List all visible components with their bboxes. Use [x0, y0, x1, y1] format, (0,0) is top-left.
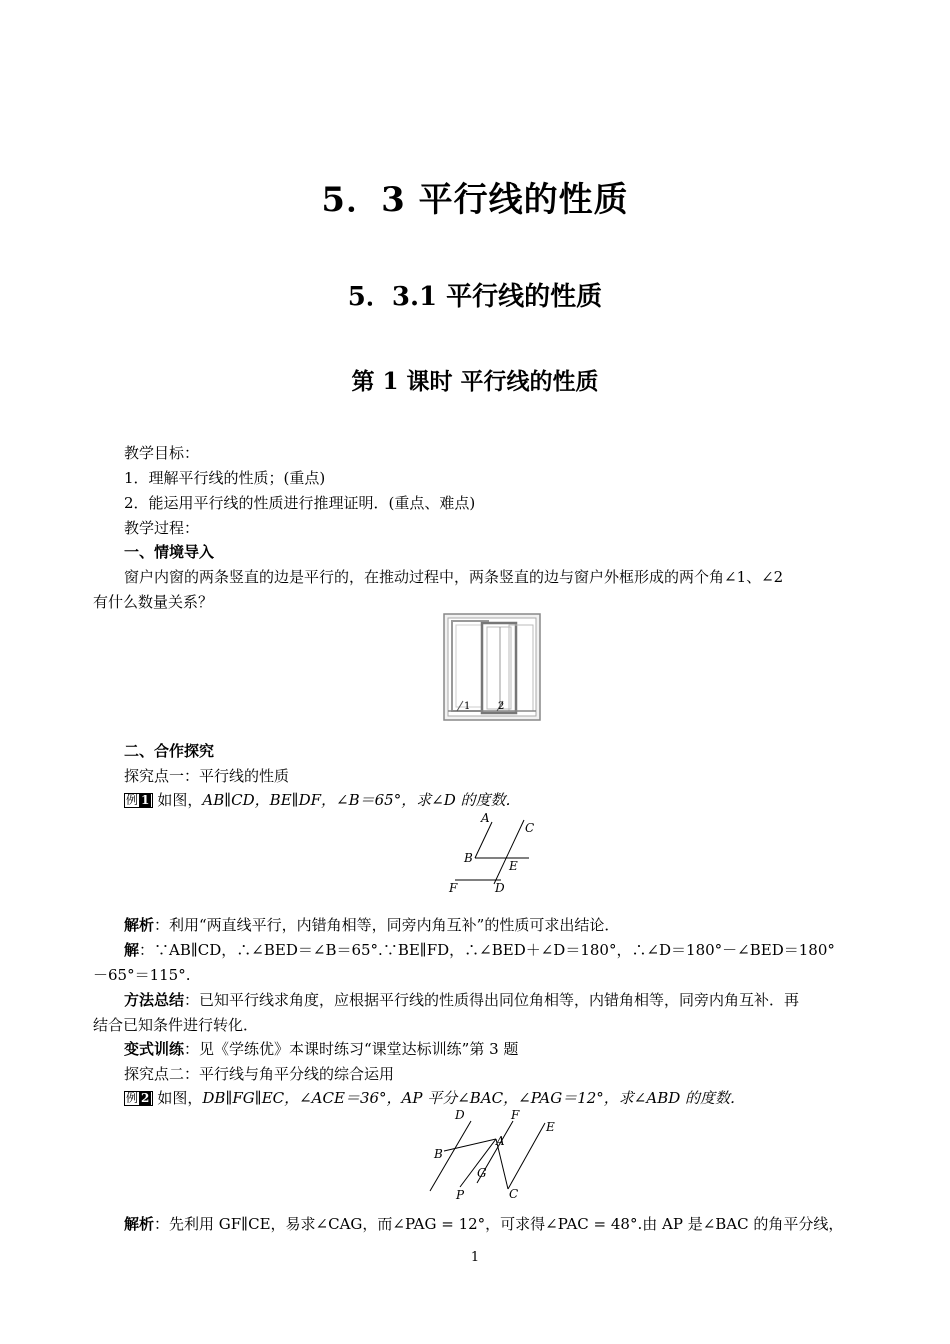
page-number: 1 — [470, 1250, 480, 1265]
variant-training: 变式训练：见《学练优》本课时练习“课堂达标训练”第 3 题 — [124, 1040, 519, 1058]
page-title: 5．3 平行线的性质 — [321, 180, 629, 220]
fig1-label-A: A — [481, 811, 490, 825]
angle-1-label: 1 — [464, 701, 471, 712]
fig2-label-A: A — [496, 1134, 505, 1148]
example-2-figure — [425, 1105, 565, 1205]
example-badge: 例 2 — [124, 1091, 153, 1106]
fig1-label-B: B — [464, 851, 473, 865]
fig1-label-F: F — [449, 881, 458, 895]
solution-1-cont: －65°＝115°. — [93, 966, 191, 984]
fig2-label-D: D — [455, 1108, 465, 1122]
method-summary: 方法总结：已知平行线求角度，应根据平行线的性质得出同位角相等，内错角相等，同旁内角互补．再 — [124, 991, 800, 1009]
fig2-label-G: G — [477, 1166, 487, 1180]
section2-heading: 二、合作探究 — [124, 742, 215, 760]
angle-2-label: 2 — [498, 701, 505, 712]
example-2: 例 2 如图，DB∥FG∥EC，∠ACE＝36°，AP 平分∠BAC，∠PAG＝12°，求∠ABD 的度数． — [126, 1089, 746, 1107]
fig2-label-P: P — [456, 1188, 465, 1202]
method-summary-cont: 结合已知条件进行转化． — [93, 1016, 259, 1034]
goal-1: 1．理解平行线的性质；(重点) — [124, 469, 326, 487]
fig2-label-B: B — [434, 1147, 443, 1161]
explore-point-2: 探究点二：平行线与角平分线的综合运用 — [124, 1065, 395, 1083]
fig1-label-E: E — [509, 859, 518, 873]
goals-label: 教学目标： — [124, 444, 200, 462]
example-badge: 例 1 — [124, 793, 153, 808]
example-1-figure — [445, 810, 535, 896]
fig1-label-D: D — [495, 881, 505, 895]
analysis-1: 解析：利用“两直线平行，内错角相等，同旁内角互补”的性质可求出结论． — [124, 916, 620, 934]
fig1-label-C: C — [525, 821, 535, 835]
example-1: 例 1 如图，AB∥CD，BE∥DF，∠B＝65°，求∠D 的度数． — [126, 791, 521, 809]
section1-text-2: 有什么数量关系？ — [93, 593, 214, 611]
analysis-2: 解析：先利用 GF∥CE，易求∠CAG，而∠PAG = 12°，可求得∠PAC = 48°.由 AP 是∠BAC 的角平分线， — [124, 1215, 844, 1233]
solution-1: 解：∵AB∥CD，∴∠BED＝∠B＝65°.∵BE∥FD，∴∠BED＋∠D＝180°，∴∠D＝180°－∠BED＝180° — [124, 941, 835, 959]
section-title: 5．3.1 平行线的性质 — [347, 282, 603, 312]
fig2-label-E: E — [546, 1120, 555, 1134]
goal-2: 2．能运用平行线的性质进行推理证明．(重点、难点) — [124, 494, 476, 512]
fig2-label-C: C — [509, 1187, 519, 1201]
lesson-title: 第 1 课时 平行线的性质 — [351, 368, 599, 395]
process-label: 教学过程： — [124, 519, 200, 537]
section1-heading: 一、情境导入 — [124, 543, 215, 561]
window-figure — [443, 613, 541, 721]
fig2-label-F: F — [511, 1108, 520, 1122]
explore-point-1: 探究点一：平行线的性质 — [124, 767, 290, 785]
section1-text-1: 窗户内窗的两条竖直的边是平行的，在推动过程中，两条竖直的边与窗户外框形成的两个角∠1、∠2 — [124, 568, 784, 586]
